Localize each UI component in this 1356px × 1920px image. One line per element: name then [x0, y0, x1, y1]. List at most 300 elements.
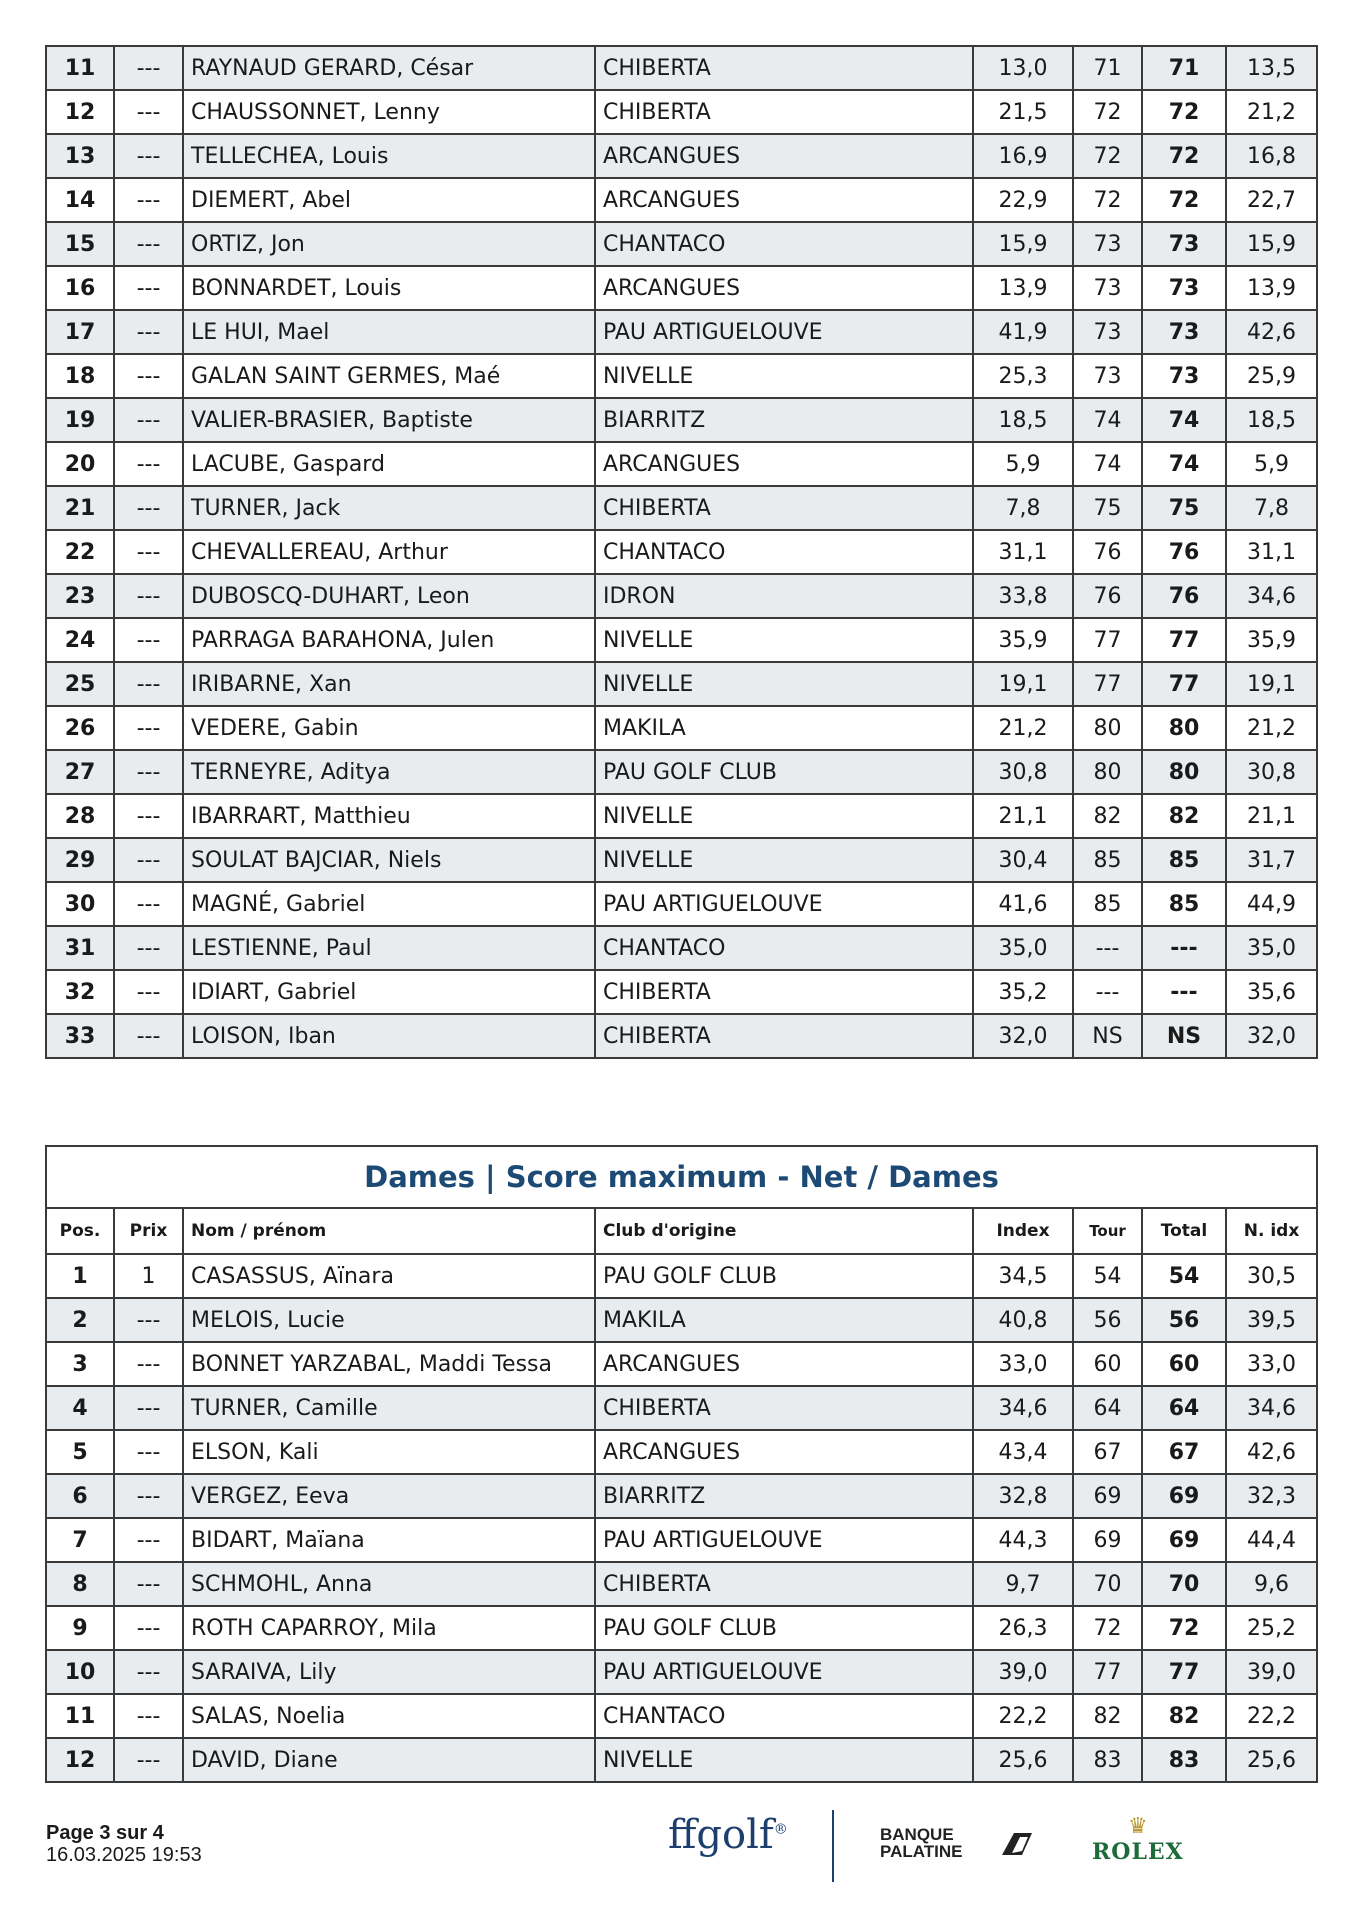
- cell-name: TERNEYRE, Aditya: [183, 750, 595, 794]
- section-title: Dames | Score maximum - Net / Dames: [46, 1146, 1317, 1208]
- cell-prix: ---: [114, 1650, 183, 1694]
- table-row: [46, 1474, 1317, 1518]
- cell-pos: 23: [46, 574, 114, 618]
- cell-prix: ---: [114, 134, 183, 178]
- cell-tour: 82: [1073, 1694, 1142, 1738]
- cell-club: PAU ARTIGUELOUVE: [595, 882, 973, 926]
- cell-tour: 75: [1073, 486, 1142, 530]
- table-row: [46, 90, 1317, 134]
- table-row: [46, 1430, 1317, 1474]
- cell-pos: 1: [46, 1254, 114, 1298]
- cell-total: ---: [1142, 926, 1226, 970]
- table-row: [46, 926, 1317, 970]
- cell-total: 77: [1142, 1650, 1226, 1694]
- cell-club: CHIBERTA: [595, 46, 973, 90]
- cell-prix: ---: [114, 838, 183, 882]
- cell-total: 72: [1142, 90, 1226, 134]
- cell-prix: ---: [114, 1014, 183, 1058]
- cell-index: 43,4: [973, 1430, 1073, 1474]
- cell-prix: ---: [114, 1606, 183, 1650]
- cell-total: 70: [1142, 1562, 1226, 1606]
- cell-nidx: 44,4: [1226, 1518, 1317, 1562]
- cell-club: NIVELLE: [595, 662, 973, 706]
- cell-index: 33,8: [973, 574, 1073, 618]
- cell-name: ROTH CAPARROY, Mila: [183, 1606, 595, 1650]
- cell-club: CHANTACO: [595, 1694, 973, 1738]
- cell-club: CHIBERTA: [595, 486, 973, 530]
- cell-nidx: 15,9: [1226, 222, 1317, 266]
- cell-tour: 72: [1073, 178, 1142, 222]
- cell-name: ELSON, Kali: [183, 1430, 595, 1474]
- cell-index: 21,2: [973, 706, 1073, 750]
- cell-total: 56: [1142, 1298, 1226, 1342]
- table-row: [46, 970, 1317, 1014]
- cell-club: PAU ARTIGUELOUVE: [595, 1650, 973, 1694]
- cell-index: 34,5: [973, 1254, 1073, 1298]
- cell-nidx: 42,6: [1226, 310, 1317, 354]
- dames-results-table: [45, 1145, 1318, 1783]
- cell-prix: ---: [114, 1518, 183, 1562]
- cell-pos: 17: [46, 310, 114, 354]
- cell-nidx: 19,1: [1226, 662, 1317, 706]
- rolex-logo-text: ROLEX: [1092, 1839, 1184, 1865]
- cell-nidx: 32,3: [1226, 1474, 1317, 1518]
- col-header-name: Nom / prénom: [183, 1208, 595, 1254]
- table-row: [46, 794, 1317, 838]
- cell-prix: 1: [114, 1254, 183, 1298]
- cell-name: SOULAT BAJCIAR, Niels: [183, 838, 595, 882]
- cell-nidx: 35,0: [1226, 926, 1317, 970]
- cell-prix: ---: [114, 1386, 183, 1430]
- cell-nidx: 13,9: [1226, 266, 1317, 310]
- cell-prix: ---: [114, 398, 183, 442]
- cell-tour: 77: [1073, 1650, 1142, 1694]
- cell-name: GALAN SAINT GERMES, Maé: [183, 354, 595, 398]
- cell-club: ARCANGUES: [595, 266, 973, 310]
- cell-prix: ---: [114, 1298, 183, 1342]
- cell-prix: ---: [114, 1474, 183, 1518]
- cell-index: 30,8: [973, 750, 1073, 794]
- table-row: [46, 530, 1317, 574]
- cell-tour: 67: [1073, 1430, 1142, 1474]
- cell-name: BONNET YARZABAL, Maddi Tessa: [183, 1342, 595, 1386]
- cell-index: 19,1: [973, 662, 1073, 706]
- table-row: [46, 1342, 1317, 1386]
- page-footer-info: [46, 1822, 202, 1866]
- cell-total: 60: [1142, 1342, 1226, 1386]
- cell-nidx: 35,9: [1226, 618, 1317, 662]
- cell-club: MAKILA: [595, 706, 973, 750]
- cell-tour: 70: [1073, 1562, 1142, 1606]
- table-row: [46, 1518, 1317, 1562]
- cell-name: LACUBE, Gaspard: [183, 442, 595, 486]
- cell-nidx: 22,7: [1226, 178, 1317, 222]
- cell-index: 41,6: [973, 882, 1073, 926]
- cell-prix: ---: [114, 750, 183, 794]
- cell-index: 31,1: [973, 530, 1073, 574]
- cell-index: 21,5: [973, 90, 1073, 134]
- cell-nidx: 22,2: [1226, 1694, 1317, 1738]
- cell-prix: ---: [114, 794, 183, 838]
- col-header-pos: Pos.: [46, 1208, 114, 1254]
- cell-pos: 7: [46, 1518, 114, 1562]
- cell-prix: ---: [114, 178, 183, 222]
- cell-prix: ---: [114, 618, 183, 662]
- cell-index: 35,0: [973, 926, 1073, 970]
- cell-name: DIEMERT, Abel: [183, 178, 595, 222]
- cell-prix: ---: [114, 222, 183, 266]
- cell-nidx: 39,0: [1226, 1650, 1317, 1694]
- cell-name: PARRAGA BARAHONA, Julen: [183, 618, 595, 662]
- cell-pos: 15: [46, 222, 114, 266]
- cell-name: SARAIVA, Lily: [183, 1650, 595, 1694]
- cell-tour: 77: [1073, 618, 1142, 662]
- table-row: [46, 222, 1317, 266]
- cell-tour: 76: [1073, 574, 1142, 618]
- cell-prix: ---: [114, 1738, 183, 1782]
- cell-pos: 14: [46, 178, 114, 222]
- cell-club: PAU GOLF CLUB: [595, 750, 973, 794]
- cell-club: PAU ARTIGUELOUVE: [595, 310, 973, 354]
- cell-nidx: 16,8: [1226, 134, 1317, 178]
- cell-tour: ---: [1073, 926, 1142, 970]
- cell-pos: 6: [46, 1474, 114, 1518]
- cell-pos: 16: [46, 266, 114, 310]
- cell-name: SCHMOHL, Anna: [183, 1562, 595, 1606]
- table-row: [46, 1694, 1317, 1738]
- cell-name: RAYNAUD GERARD, César: [183, 46, 595, 90]
- cell-total: 77: [1142, 618, 1226, 662]
- cell-pos: 11: [46, 1694, 114, 1738]
- cell-pos: 18: [46, 354, 114, 398]
- cell-name: BONNARDET, Louis: [183, 266, 595, 310]
- cell-club: PAU GOLF CLUB: [595, 1254, 973, 1298]
- cell-nidx: 44,9: [1226, 882, 1317, 926]
- cell-prix: ---: [114, 926, 183, 970]
- table-row: [46, 178, 1317, 222]
- cell-nidx: 25,6: [1226, 1738, 1317, 1782]
- table-row: [46, 662, 1317, 706]
- cell-tour: 73: [1073, 310, 1142, 354]
- cell-tour: 74: [1073, 442, 1142, 486]
- table-row: [46, 1298, 1317, 1342]
- cell-total: 80: [1142, 750, 1226, 794]
- cell-pos: 12: [46, 1738, 114, 1782]
- cell-pos: 11: [46, 46, 114, 90]
- cell-pos: 30: [46, 882, 114, 926]
- cell-nidx: 21,2: [1226, 706, 1317, 750]
- cell-tour: 56: [1073, 1298, 1142, 1342]
- cell-total: ---: [1142, 970, 1226, 1014]
- cell-total: 73: [1142, 310, 1226, 354]
- cell-tour: 80: [1073, 750, 1142, 794]
- cell-nidx: 42,6: [1226, 1430, 1317, 1474]
- cell-tour: 76: [1073, 530, 1142, 574]
- cell-nidx: 21,1: [1226, 794, 1317, 838]
- table-row: [46, 266, 1317, 310]
- cell-club: ARCANGUES: [595, 178, 973, 222]
- cell-prix: ---: [114, 1342, 183, 1386]
- cell-nidx: 34,6: [1226, 1386, 1317, 1430]
- table-row: [46, 618, 1317, 662]
- cell-index: 39,0: [973, 1650, 1073, 1694]
- cell-club: ARCANGUES: [595, 1342, 973, 1386]
- cell-total: 85: [1142, 838, 1226, 882]
- banque-palatine-logo: [880, 1826, 962, 1860]
- cell-pos: 8: [46, 1562, 114, 1606]
- cell-club: IDRON: [595, 574, 973, 618]
- cell-name: CHEVALLEREAU, Arthur: [183, 530, 595, 574]
- cell-nidx: 25,9: [1226, 354, 1317, 398]
- cell-club: NIVELLE: [595, 354, 973, 398]
- cell-name: TURNER, Camille: [183, 1386, 595, 1430]
- cell-tour: 83: [1073, 1738, 1142, 1782]
- cell-total: 75: [1142, 486, 1226, 530]
- table-row: [46, 1562, 1317, 1606]
- col-header-prix: Prix: [114, 1208, 183, 1254]
- cell-nidx: 32,0: [1226, 1014, 1317, 1058]
- cell-name: IDIART, Gabriel: [183, 970, 595, 1014]
- cell-pos: 26: [46, 706, 114, 750]
- cell-total: 73: [1142, 266, 1226, 310]
- cell-tour: ---: [1073, 970, 1142, 1014]
- cell-nidx: 30,5: [1226, 1254, 1317, 1298]
- cell-pos: 10: [46, 1650, 114, 1694]
- cell-total: 76: [1142, 530, 1226, 574]
- cell-nidx: 30,8: [1226, 750, 1317, 794]
- cell-index: 44,3: [973, 1518, 1073, 1562]
- cell-name: DAVID, Diane: [183, 1738, 595, 1782]
- cell-total: 77: [1142, 662, 1226, 706]
- cell-index: 15,9: [973, 222, 1073, 266]
- cell-club: CHIBERTA: [595, 1386, 973, 1430]
- cell-tour: 60: [1073, 1342, 1142, 1386]
- cell-tour: 85: [1073, 882, 1142, 926]
- palatine-sail-icon: [1000, 1831, 1034, 1857]
- table-row: [46, 354, 1317, 398]
- cell-name: SALAS, Noelia: [183, 1694, 595, 1738]
- cell-pos: 31: [46, 926, 114, 970]
- cell-nidx: 33,0: [1226, 1342, 1317, 1386]
- cell-prix: ---: [114, 46, 183, 90]
- table-row: [46, 1014, 1317, 1058]
- cell-name: LOISON, Iban: [183, 1014, 595, 1058]
- cell-prix: ---: [114, 706, 183, 750]
- cell-club: CHANTACO: [595, 530, 973, 574]
- cell-pos: 32: [46, 970, 114, 1014]
- cell-tour: 85: [1073, 838, 1142, 882]
- cell-name: VEDERE, Gabin: [183, 706, 595, 750]
- cell-nidx: 25,2: [1226, 1606, 1317, 1650]
- cell-club: PAU ARTIGUELOUVE: [595, 1518, 973, 1562]
- cell-prix: ---: [114, 442, 183, 486]
- cell-pos: 20: [46, 442, 114, 486]
- cell-name: TURNER, Jack: [183, 486, 595, 530]
- palatine-logo-line2: PALATINE: [880, 1842, 963, 1861]
- palatine-logo-line1: BANQUE: [880, 1825, 954, 1844]
- cell-total: 83: [1142, 1738, 1226, 1782]
- cell-total: 74: [1142, 442, 1226, 486]
- cell-total: 76: [1142, 574, 1226, 618]
- table-row: [46, 750, 1317, 794]
- table-row: [46, 1606, 1317, 1650]
- table-row: [46, 882, 1317, 926]
- cell-total: 82: [1142, 794, 1226, 838]
- cell-total: 73: [1142, 354, 1226, 398]
- cell-total: 69: [1142, 1474, 1226, 1518]
- cell-tour: 82: [1073, 794, 1142, 838]
- cell-total: 72: [1142, 178, 1226, 222]
- cell-index: 5,9: [973, 442, 1073, 486]
- cell-club: ARCANGUES: [595, 442, 973, 486]
- cell-pos: 3: [46, 1342, 114, 1386]
- cell-club: CHIBERTA: [595, 90, 973, 134]
- col-header-nidx: N. idx: [1226, 1208, 1317, 1254]
- cell-nidx: 35,6: [1226, 970, 1317, 1014]
- cell-tour: NS: [1073, 1014, 1142, 1058]
- cell-club: NIVELLE: [595, 618, 973, 662]
- cell-index: 40,8: [973, 1298, 1073, 1342]
- cell-nidx: 34,6: [1226, 574, 1317, 618]
- cell-name: MELOIS, Lucie: [183, 1298, 595, 1342]
- cell-club: NIVELLE: [595, 838, 973, 882]
- cell-tour: 74: [1073, 398, 1142, 442]
- table-row: [46, 398, 1317, 442]
- cell-index: 25,6: [973, 1738, 1073, 1782]
- logo-divider: [832, 1810, 834, 1882]
- table-row: [46, 486, 1317, 530]
- cell-name: MAGNÉ, Gabriel: [183, 882, 595, 926]
- cell-tour: 73: [1073, 266, 1142, 310]
- col-header-index: Index: [973, 1208, 1073, 1254]
- cell-club: CHANTACO: [595, 222, 973, 266]
- cell-club: CHIBERTA: [595, 1014, 973, 1058]
- cell-club: NIVELLE: [595, 1738, 973, 1782]
- cell-pos: 12: [46, 90, 114, 134]
- cell-pos: 2: [46, 1298, 114, 1342]
- cell-nidx: 18,5: [1226, 398, 1317, 442]
- cell-club: PAU GOLF CLUB: [595, 1606, 973, 1650]
- cell-index: 7,8: [973, 486, 1073, 530]
- cell-club: CHIBERTA: [595, 970, 973, 1014]
- cell-pos: 4: [46, 1386, 114, 1430]
- cell-index: 22,9: [973, 178, 1073, 222]
- cell-tour: 54: [1073, 1254, 1142, 1298]
- cell-prix: ---: [114, 266, 183, 310]
- dames-table-body: [46, 1254, 1317, 1782]
- cell-index: 18,5: [973, 398, 1073, 442]
- cell-pos: 22: [46, 530, 114, 574]
- cell-index: 22,2: [973, 1694, 1073, 1738]
- cell-club: CHIBERTA: [595, 1562, 973, 1606]
- cell-name: CASASSUS, Aïnara: [183, 1254, 595, 1298]
- rolex-logo: [1092, 1815, 1184, 1865]
- cell-index: 16,9: [973, 134, 1073, 178]
- cell-prix: ---: [114, 1562, 183, 1606]
- cell-total: 69: [1142, 1518, 1226, 1562]
- table-row: [46, 706, 1317, 750]
- cell-nidx: 9,6: [1226, 1562, 1317, 1606]
- cell-prix: ---: [114, 1694, 183, 1738]
- col-header-tour: Tour: [1073, 1208, 1142, 1254]
- cell-name: LESTIENNE, Paul: [183, 926, 595, 970]
- cell-index: 34,6: [973, 1386, 1073, 1430]
- cell-total: 85: [1142, 882, 1226, 926]
- cell-tour: 80: [1073, 706, 1142, 750]
- table-row: [46, 1738, 1317, 1782]
- cell-index: 30,4: [973, 838, 1073, 882]
- cell-club: ARCANGUES: [595, 1430, 973, 1474]
- cell-prix: ---: [114, 970, 183, 1014]
- cell-tour: 71: [1073, 46, 1142, 90]
- cell-nidx: 31,7: [1226, 838, 1317, 882]
- table-row: [46, 310, 1317, 354]
- print-datetime: 16.03.2025 19:53: [46, 1844, 202, 1866]
- table-row: [46, 442, 1317, 486]
- cell-pos: 29: [46, 838, 114, 882]
- cell-tour: 64: [1073, 1386, 1142, 1430]
- table-row: [46, 574, 1317, 618]
- table-row: [46, 1386, 1317, 1430]
- table-row: [46, 838, 1317, 882]
- crown-icon: ♛: [1128, 1814, 1148, 1839]
- cell-pos: 28: [46, 794, 114, 838]
- cell-index: 35,2: [973, 970, 1073, 1014]
- cell-index: 13,9: [973, 266, 1073, 310]
- cell-pos: 19: [46, 398, 114, 442]
- cell-prix: ---: [114, 486, 183, 530]
- cell-nidx: 31,1: [1226, 530, 1317, 574]
- cell-club: BIARRITZ: [595, 398, 973, 442]
- cell-tour: 77: [1073, 662, 1142, 706]
- col-header-total: Total: [1142, 1208, 1226, 1254]
- cell-name: VALIER-BRASIER, Baptiste: [183, 398, 595, 442]
- ffgolf-logo-text: ffgolf: [668, 1812, 774, 1858]
- cell-prix: ---: [114, 882, 183, 926]
- cell-pos: 9: [46, 1606, 114, 1650]
- cell-name: LE HUI, Mael: [183, 310, 595, 354]
- cell-total: 82: [1142, 1694, 1226, 1738]
- cell-total: 73: [1142, 222, 1226, 266]
- cell-tour: 72: [1073, 90, 1142, 134]
- cell-name: VERGEZ, Eeva: [183, 1474, 595, 1518]
- cell-club: BIARRITZ: [595, 1474, 973, 1518]
- cell-prix: ---: [114, 662, 183, 706]
- col-header-club: Club d'origine: [595, 1208, 973, 1254]
- cell-total: 72: [1142, 134, 1226, 178]
- page-number: Page 3 sur 4: [46, 1822, 164, 1844]
- results-table-body: [46, 46, 1317, 1058]
- cell-tour: 72: [1073, 1606, 1142, 1650]
- cell-name: IRIBARNE, Xan: [183, 662, 595, 706]
- cell-pos: 5: [46, 1430, 114, 1474]
- cell-index: 9,7: [973, 1562, 1073, 1606]
- cell-nidx: 7,8: [1226, 486, 1317, 530]
- cell-total: 80: [1142, 706, 1226, 750]
- cell-index: 21,1: [973, 794, 1073, 838]
- cell-nidx: 5,9: [1226, 442, 1317, 486]
- cell-index: 33,0: [973, 1342, 1073, 1386]
- cell-index: 41,9: [973, 310, 1073, 354]
- cell-index: 26,3: [973, 1606, 1073, 1650]
- cell-name: ORTIZ, Jon: [183, 222, 595, 266]
- cell-prix: ---: [114, 310, 183, 354]
- cell-club: NIVELLE: [595, 794, 973, 838]
- cell-prix: ---: [114, 530, 183, 574]
- cell-total: 64: [1142, 1386, 1226, 1430]
- cell-pos: 25: [46, 662, 114, 706]
- table-row: [46, 134, 1317, 178]
